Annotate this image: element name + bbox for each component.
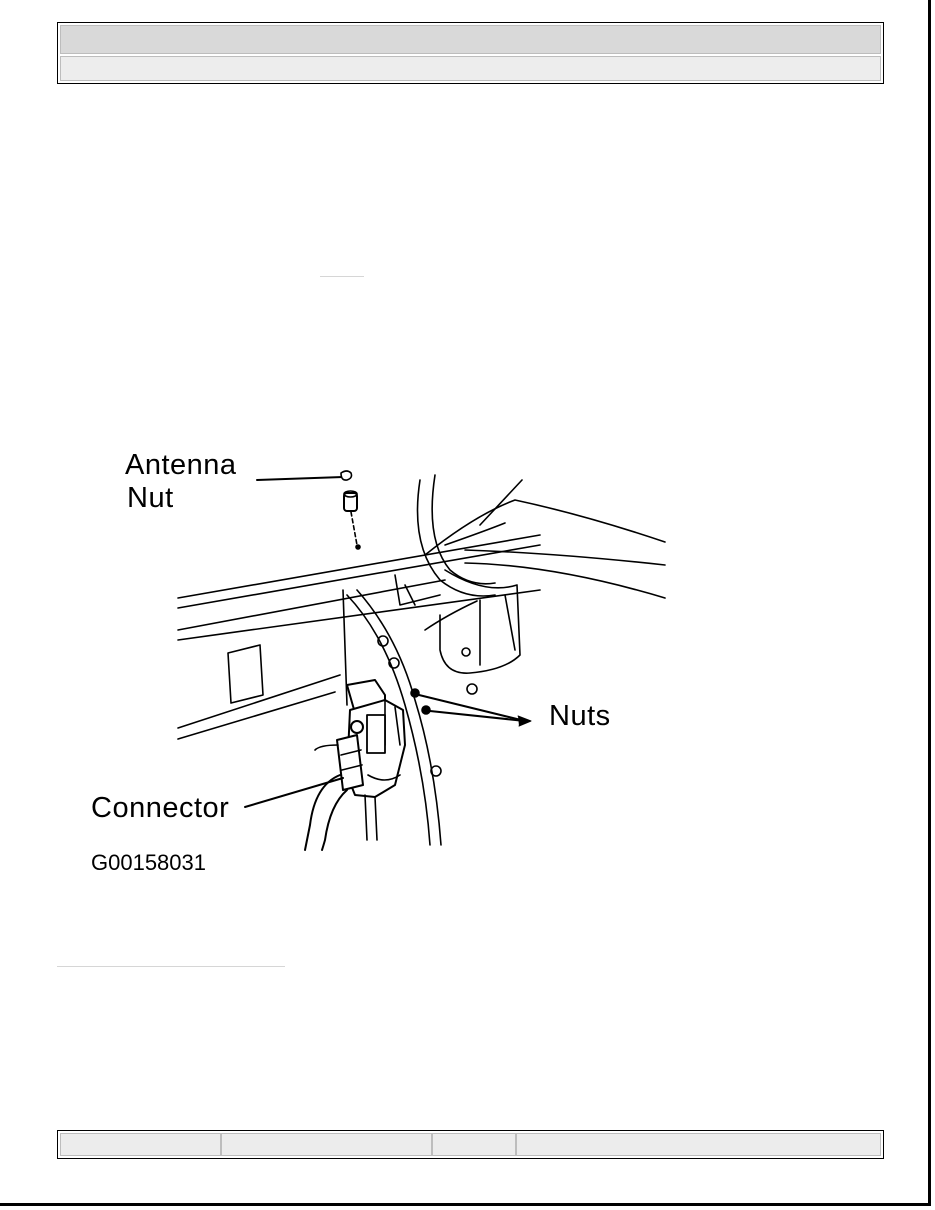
- faint-rule: [320, 276, 364, 277]
- header-subtitle-bar: [60, 56, 881, 81]
- figure-id: G00158031: [91, 850, 206, 875]
- footer-cell: [516, 1133, 881, 1156]
- footer-cell: [60, 1133, 221, 1156]
- connector-label: Connector: [91, 792, 230, 824]
- nut-label: Nut: [127, 482, 174, 514]
- footer-cell: [221, 1133, 432, 1156]
- antenna-label: Antenna: [125, 449, 237, 481]
- footer-cell: [432, 1133, 516, 1156]
- faint-rule: [57, 966, 285, 967]
- page-footer: [57, 1130, 884, 1159]
- page-header: [57, 22, 884, 84]
- header-title-bar: [60, 25, 881, 54]
- nuts-label: Nuts: [549, 700, 611, 732]
- antenna-motor-figure: [85, 445, 675, 885]
